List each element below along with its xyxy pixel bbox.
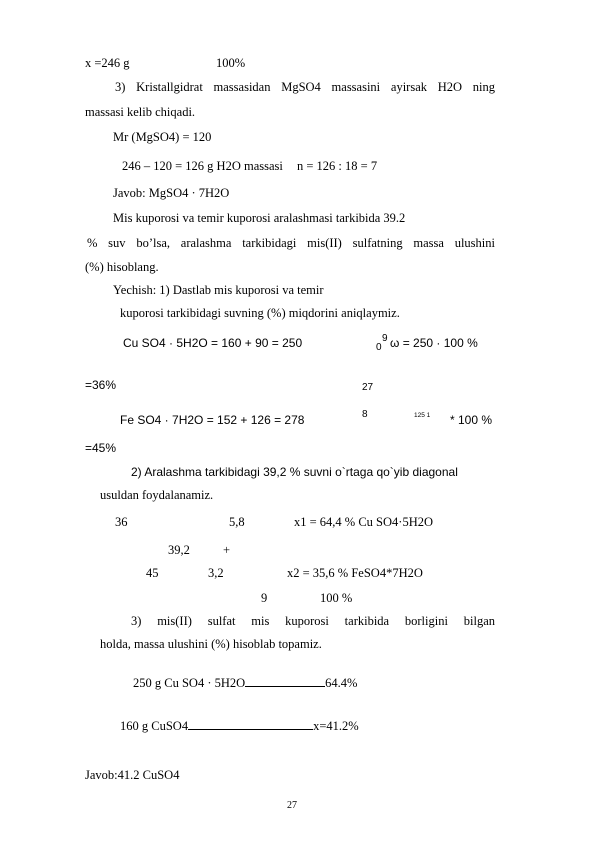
proportion-right: 64.4% — [325, 676, 358, 690]
text-line: 9 — [382, 333, 388, 344]
text-line: 100% — [216, 56, 246, 70]
text-line: Yechish: 1) Dastlab mis kuporosi va temir — [113, 283, 324, 297]
text-line: Fe SO4 · 7H2O = 152 + 126 = 278 — [120, 413, 305, 427]
text-line: 45 — [146, 566, 159, 580]
text-line: % suv bo’lsa, aralashma tarkibidagi mis(II) sulfatning massa ulushini — [87, 236, 495, 250]
proportion-left: 250 g Cu SO4 · 5H2O — [133, 676, 246, 690]
text-line: x2 = 35,6 % FeSO4*7H2O — [287, 566, 423, 580]
proportion-left: 160 g CuSO4 — [120, 719, 189, 733]
text-line: n = 126 : 18 = 7 — [297, 159, 378, 173]
text-line: 36 — [115, 515, 128, 529]
text-line — [120, 717, 359, 734]
text-line: 3) mis(II) sulfat mis kuporosi tarkibida borligini bilgan — [131, 614, 495, 628]
proportion-right: x=41.2% — [313, 719, 359, 733]
text-line: 0 — [376, 342, 382, 353]
answer-line: Javob:41.2 CuSO4 — [85, 768, 180, 782]
text-line: 8 — [362, 409, 368, 420]
text-line: holda, massa ulushini (%) hisoblab topamiz. — [100, 637, 322, 651]
text-line: 9 — [261, 591, 268, 605]
text-line: Cu SO4 · 5H2O = 160 + 90 = 250 — [123, 336, 303, 350]
text-line: =36% — [85, 378, 117, 392]
text-line: usuldan foydalanamiz. — [100, 488, 214, 502]
text-line: 2) Aralashma tarkibidagi 39,2 % suvni o`rtaga qo`yib diagonal — [131, 465, 458, 479]
text-line: ω = 250 · 100 % — [390, 336, 478, 350]
text-line: * 100 % — [450, 413, 493, 427]
text-line: 246 – 120 = 126 g H2O massasi — [122, 159, 283, 173]
text-line: =45% — [85, 441, 117, 455]
text-line: x1 = 64,4 % Cu SO4·5H2O — [294, 515, 433, 529]
text-line: 100 % — [320, 591, 353, 605]
underline-blank — [188, 717, 313, 730]
text-line: 27 — [362, 382, 374, 393]
text-line: kuporosi tarkibidagi suvning (%) miqdorini aniqlaymiz. — [120, 306, 400, 320]
text-line: x =246 g — [85, 56, 130, 70]
text-line: 125 1 — [414, 412, 431, 419]
text-line: + — [223, 543, 231, 557]
underline-blank — [245, 674, 325, 687]
page-number: 27 — [287, 800, 297, 811]
text-line: Mr (MgSO4) = 120 — [113, 130, 212, 144]
text-line: 39,2 — [168, 543, 190, 557]
text-line: 3,2 — [208, 566, 224, 580]
text-line: Mis kuporosi va temir kuporosi aralashmasi tarkibida 39.2 — [113, 211, 406, 225]
text-line: Javob: MgSO4 · 7H2O — [113, 186, 230, 200]
text-line: (%) hisoblang. — [85, 260, 159, 274]
text-line: 5,8 — [229, 515, 245, 529]
text-line — [133, 674, 357, 691]
text-line: 3) Kristallgidrat massasidan MgSO4 massasini ayirsak H2O ning — [115, 80, 495, 94]
text-line: massasi kelib chiqadi. — [85, 105, 196, 119]
